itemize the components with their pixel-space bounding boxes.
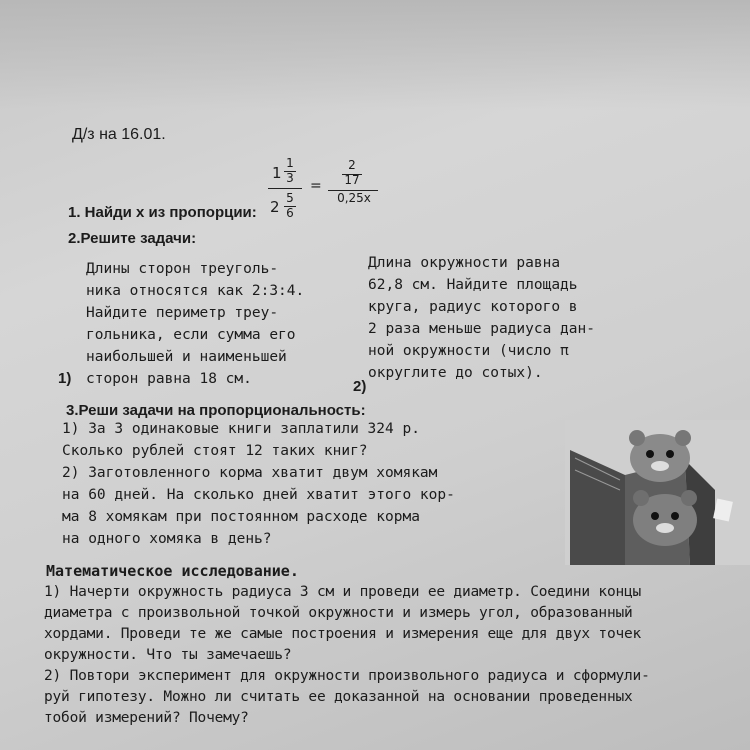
right-num-d: 17: [344, 173, 360, 187]
research-text: 1) Начерти окружность радиуса 3 см и проведи ее диаметр. Соедини концы диаметра с произвольной точкой окружности и измерь угол, образованный хордами. Проведи те же самые построения и измерения еще для двух точек окружности. Что ты замечаешь? 2) Повтори эксперимент для окружности произвольного радиуса и сформули- руй гипотезу. Можно ли считать ее доказанной на основании проведенных тобой измерений? Почему?: [44, 584, 650, 726]
right-den: 0,25x: [337, 191, 371, 205]
left-num-d: 3: [286, 171, 294, 185]
right-num-n: 2: [348, 158, 356, 172]
problem1-text: Длины сторон треуголь- ника относятся как 2:3:4. Найдите периметр треу- гольника, если сумма его наибольшей и наименьшей сторон равна 18 см.: [86, 261, 305, 387]
left-main-bar: [268, 188, 302, 189]
left-den-n: 5: [286, 191, 294, 205]
left-den-d: 6: [286, 206, 294, 220]
hamsters-with-books-icon: [565, 420, 750, 565]
task3-label: 3.Реши задачи на пропорциональность:: [66, 402, 366, 419]
page-title: Д/з на 16.01.: [72, 126, 166, 143]
left-num-whole: 1: [272, 164, 282, 182]
task2-label: 2.Решите задачи:: [68, 230, 197, 247]
task3-text: 1) За 3 одинаковые книги заплатили 324 р. Сколько рублей стоят 12 таких книг? 2) Заготовленного корма хватит двум хомякам на 60 дней. На сколько дней хватит этого кор- ма 8 хомякам при постоянном расходе корма на одного хомяка в день?: [62, 421, 455, 547]
equals-sign: =: [310, 178, 322, 194]
proportion-equation: [262, 158, 392, 226]
problem2-text: Длина окружности равна 62,8 см. Найдите площадь круга, радиус которого в 2 раза меньше радиуса дан- ной окружности (число π округлите до сотых).: [368, 255, 595, 381]
shadow-area: [0, 0, 750, 110]
task1-label: 1. Найди x из пропорции:: [68, 204, 257, 221]
left-den-whole: 2: [270, 198, 280, 216]
research-title: Математическое исследование.: [46, 562, 299, 580]
problem2-number: 2): [353, 378, 367, 395]
left-num-n: 1: [286, 156, 294, 170]
problem1-number: 1): [58, 370, 72, 387]
